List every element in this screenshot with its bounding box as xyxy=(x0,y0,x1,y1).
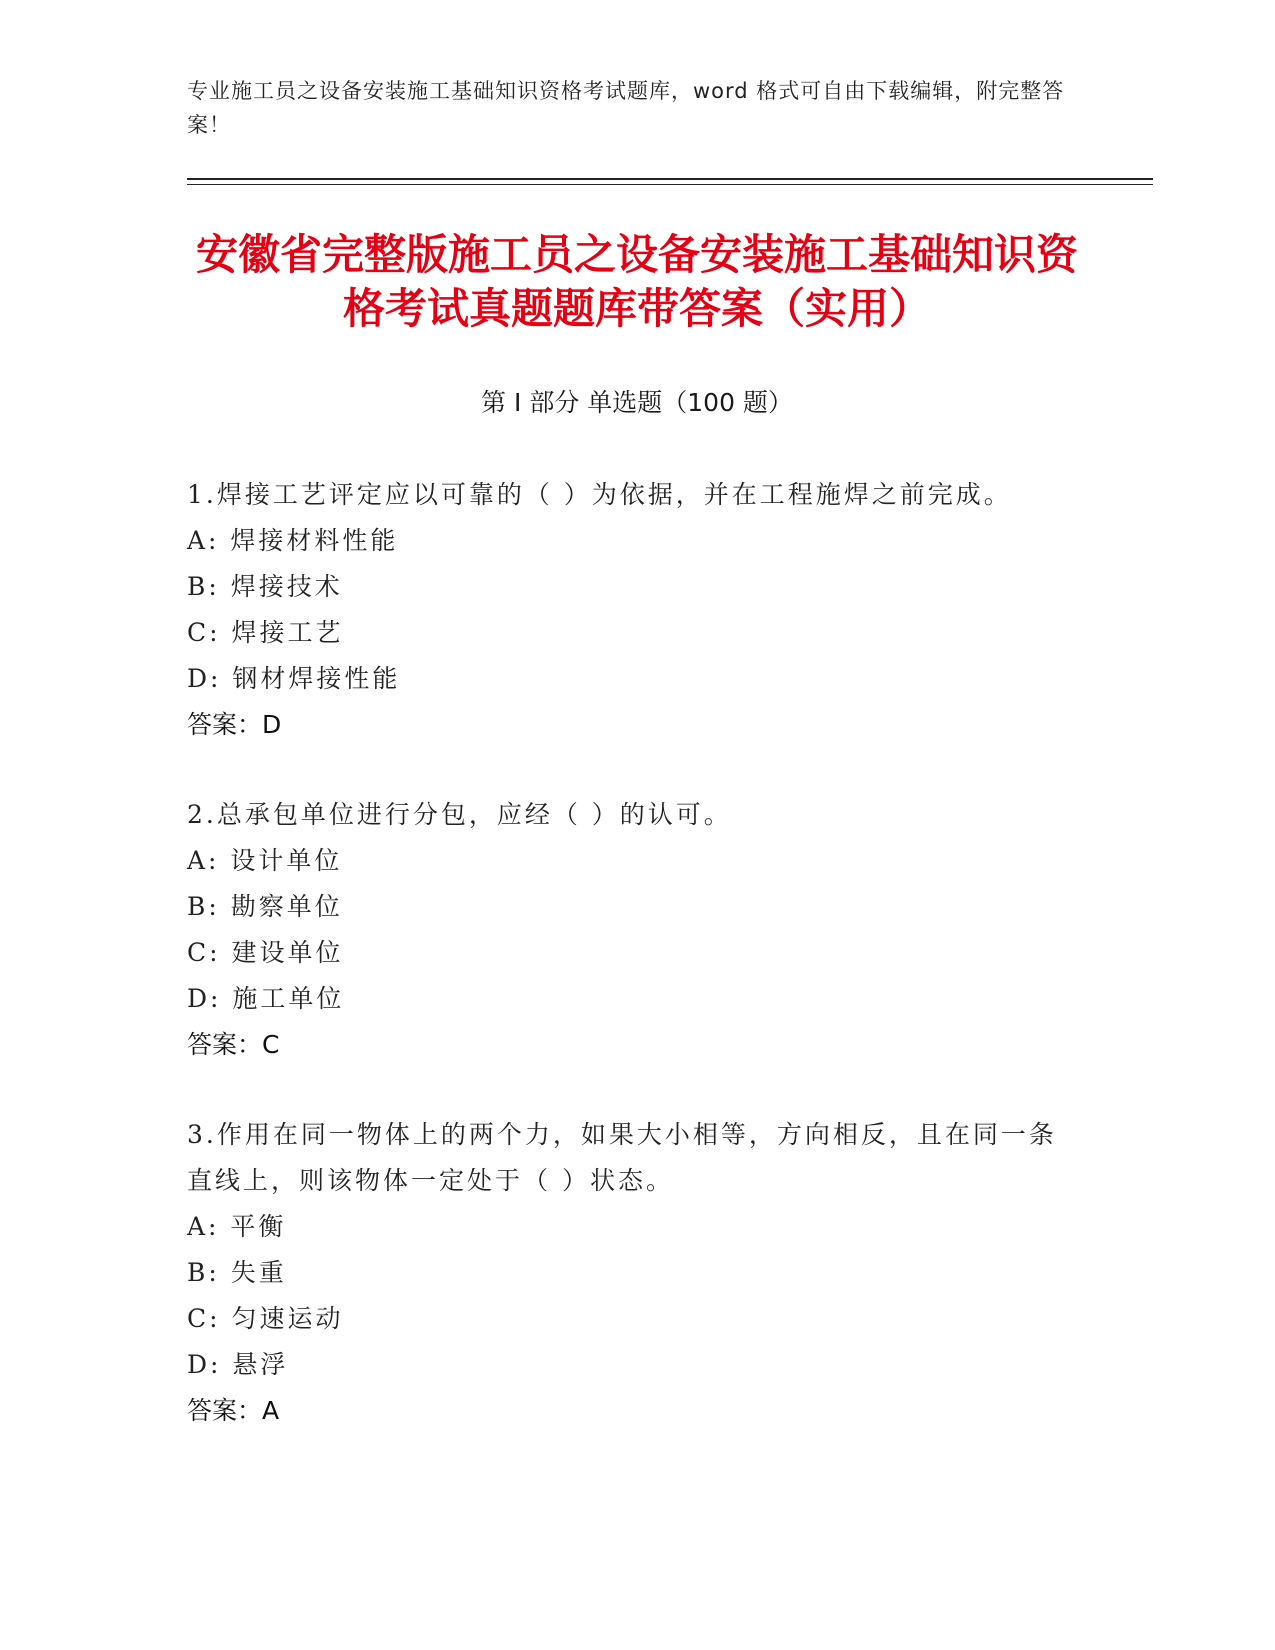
question-stem: 1.焊接工艺评定应以可靠的（ ）为依据，并在工程施焊之前完成。 xyxy=(187,480,1012,509)
question-1 xyxy=(187,472,1067,748)
answer: 答案：A xyxy=(187,1396,280,1425)
option-d: D: 悬浮 xyxy=(187,1350,289,1379)
option-b: B: 失重 xyxy=(187,1258,287,1287)
option-c: C: 焊接工艺 xyxy=(187,618,344,647)
option-d: D: 施工单位 xyxy=(187,984,345,1013)
option-b: B: 焊接技术 xyxy=(187,572,343,601)
header-note: 专业施工员之设备安装施工基础知识资格考试题库，word 格式可自由下载编辑，附完整答案！ xyxy=(187,79,1065,137)
section-heading: 第 I 部分 单选题（100 题） xyxy=(481,388,793,417)
document-title: 安徽省完整版施工员之设备安装施工基础知识资格考试真题题库带答案（实用） xyxy=(195,230,1078,333)
answer: 答案：C xyxy=(187,1030,280,1059)
option-a: A: 焊接材料性能 xyxy=(187,526,399,555)
question-stem: 2.总承包单位进行分包，应经（ ）的认可。 xyxy=(187,800,732,829)
option-a: A: 平衡 xyxy=(187,1212,287,1241)
option-c: C: 建设单位 xyxy=(187,938,344,967)
option-c: C: 匀速运动 xyxy=(187,1304,344,1333)
header-divider-thick xyxy=(187,178,1153,180)
option-b: B: 勘察单位 xyxy=(187,892,343,921)
header-divider-thin xyxy=(187,184,1153,185)
question-stem: 3.作用在同一物体上的两个力，如果大小相等，方向相反，且在同一条直线上，则该物体一定处于（ ）状态。 xyxy=(187,1120,1057,1195)
question-3 xyxy=(187,1112,1067,1434)
option-a: A: 设计单位 xyxy=(187,846,343,875)
question-2 xyxy=(187,792,1067,1068)
answer: 答案：D xyxy=(187,710,282,739)
option-d: D: 钢材焊接性能 xyxy=(187,664,401,693)
